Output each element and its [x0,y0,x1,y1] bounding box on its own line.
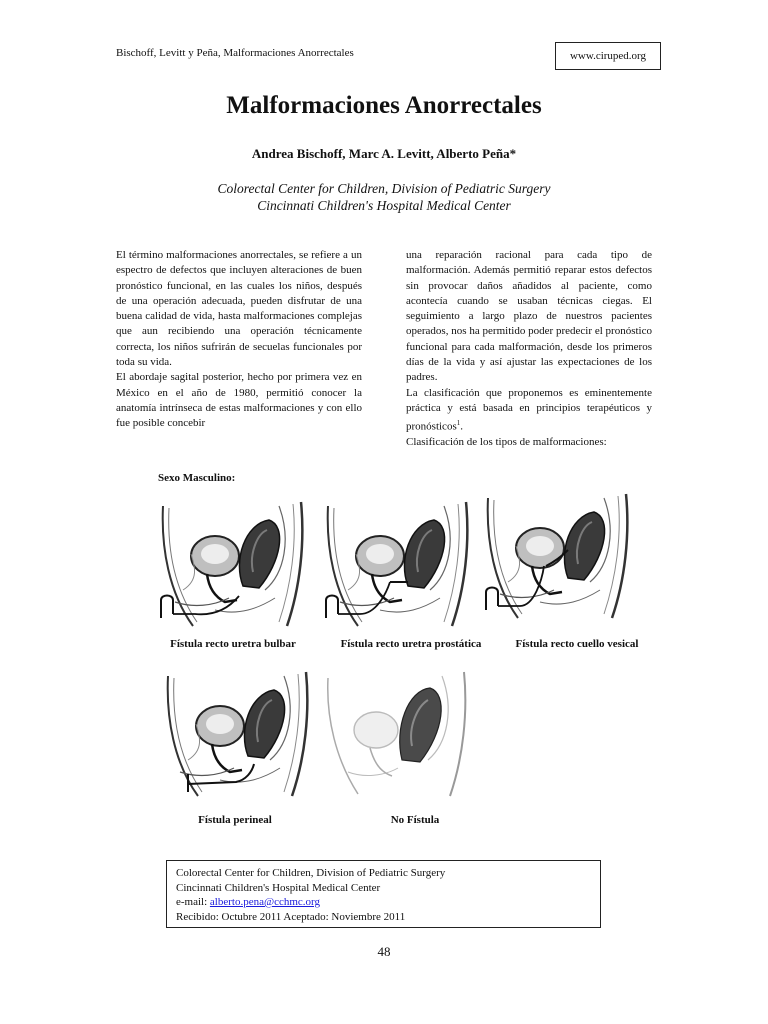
body-column-right [406,248,652,451]
figure-caption: Fístula perineal [198,814,272,826]
affiliation-line-1: Colorectal Center for Children, Division of Pediatric Surgery [217,181,551,196]
figure-caption: No Fístula [390,814,440,826]
footer-email-line [176,895,591,910]
paragraph: El término malformaciones anorrectales, se refiere a un espectro de defectos que incluyen alteraciones de buen pronóstico funcional, en las cuales los niños, después de una operación adecuada, pueden disfrutar de una buena calidad de vida, hasta malformaciones complejas que aun recibiendo una operación técnicamente correcta, los niños sufrirán de secuelas funcionales por toda su vida. [116,249,362,369]
figure-caption: Fístula recto uretra prostática [340,638,482,650]
paragraph: Clasificación de los tipos de malformaciones: [406,436,607,449]
reference-marker: 1 [456,419,461,428]
paragraph: una reparación racional para cada tipo de malformación. Además permitió reparar estos defectos sin provocar daños añadidos al paciente, como acontecía cuando se usaban técnicas ciegas. El seguimiento a largo plazo de nuestros pacientes operados, nos ha permitido poder predecir el pronóstico funcional para cada malformación, desde los primeros días de la vida y así ajustar las expectaciones de los padres. [406,249,652,384]
footer-affiliation-line-1: Colorectal Center for Children, Division of Pediatric Surgery [176,867,446,879]
email-label: e-mail: [176,896,210,908]
section-label: Sexo Masculino: [158,472,236,484]
paragraph [406,386,652,436]
figure-fistula-perineal [160,668,310,798]
received-dates: Recibido: Octubre 2011 Aceptado: Noviembre 2011 [176,910,406,923]
figure-fistula-recto-uretra-bulbar [155,498,305,628]
footer-affiliation-line-2: Cincinnati Children's Hospital Medical Center [176,881,381,894]
body-column-left [116,248,362,432]
author-list: Andrea Bischoff, Marc A. Levitt, Alberto Peña* [251,146,517,161]
figure-no-fistula [318,668,468,798]
figure-caption: Fístula recto uretra bulbar [170,638,296,650]
site-url-box[interactable]: www.ciruped.org [555,42,661,70]
page-number: 48 [377,944,391,959]
paragraph-text: La clasificación que proponemos es eminentemente práctica y está basada en principios terapéuticos y pronósticos [406,386,652,433]
running-head: Bischoff, Levitt y Peña, Malformaciones Anorrectales [116,47,354,59]
paper-title: Malformaciones Anorrectales [226,92,542,119]
paragraph: El abordaje sagital posterior, hecho por primera vez en México en el año de 1980, permitió conocer la anatomía intrínseca de estas malformaciones y con ello fue posible concebir [116,371,362,430]
affiliation-line-2: Cincinnati Children's Hospital Medical Center [257,198,511,213]
paragraph-end: . [460,420,463,433]
email-link[interactable]: alberto.pena@cchmc.org [209,896,321,908]
affiliation [0,180,768,214]
correspondence-box [166,860,601,928]
figure-fistula-recto-uretra-prostatica [320,498,470,628]
figure-fistula-recto-cuello-vesical [480,490,630,620]
figure-caption: Fístula recto cuello vesical [515,638,639,650]
